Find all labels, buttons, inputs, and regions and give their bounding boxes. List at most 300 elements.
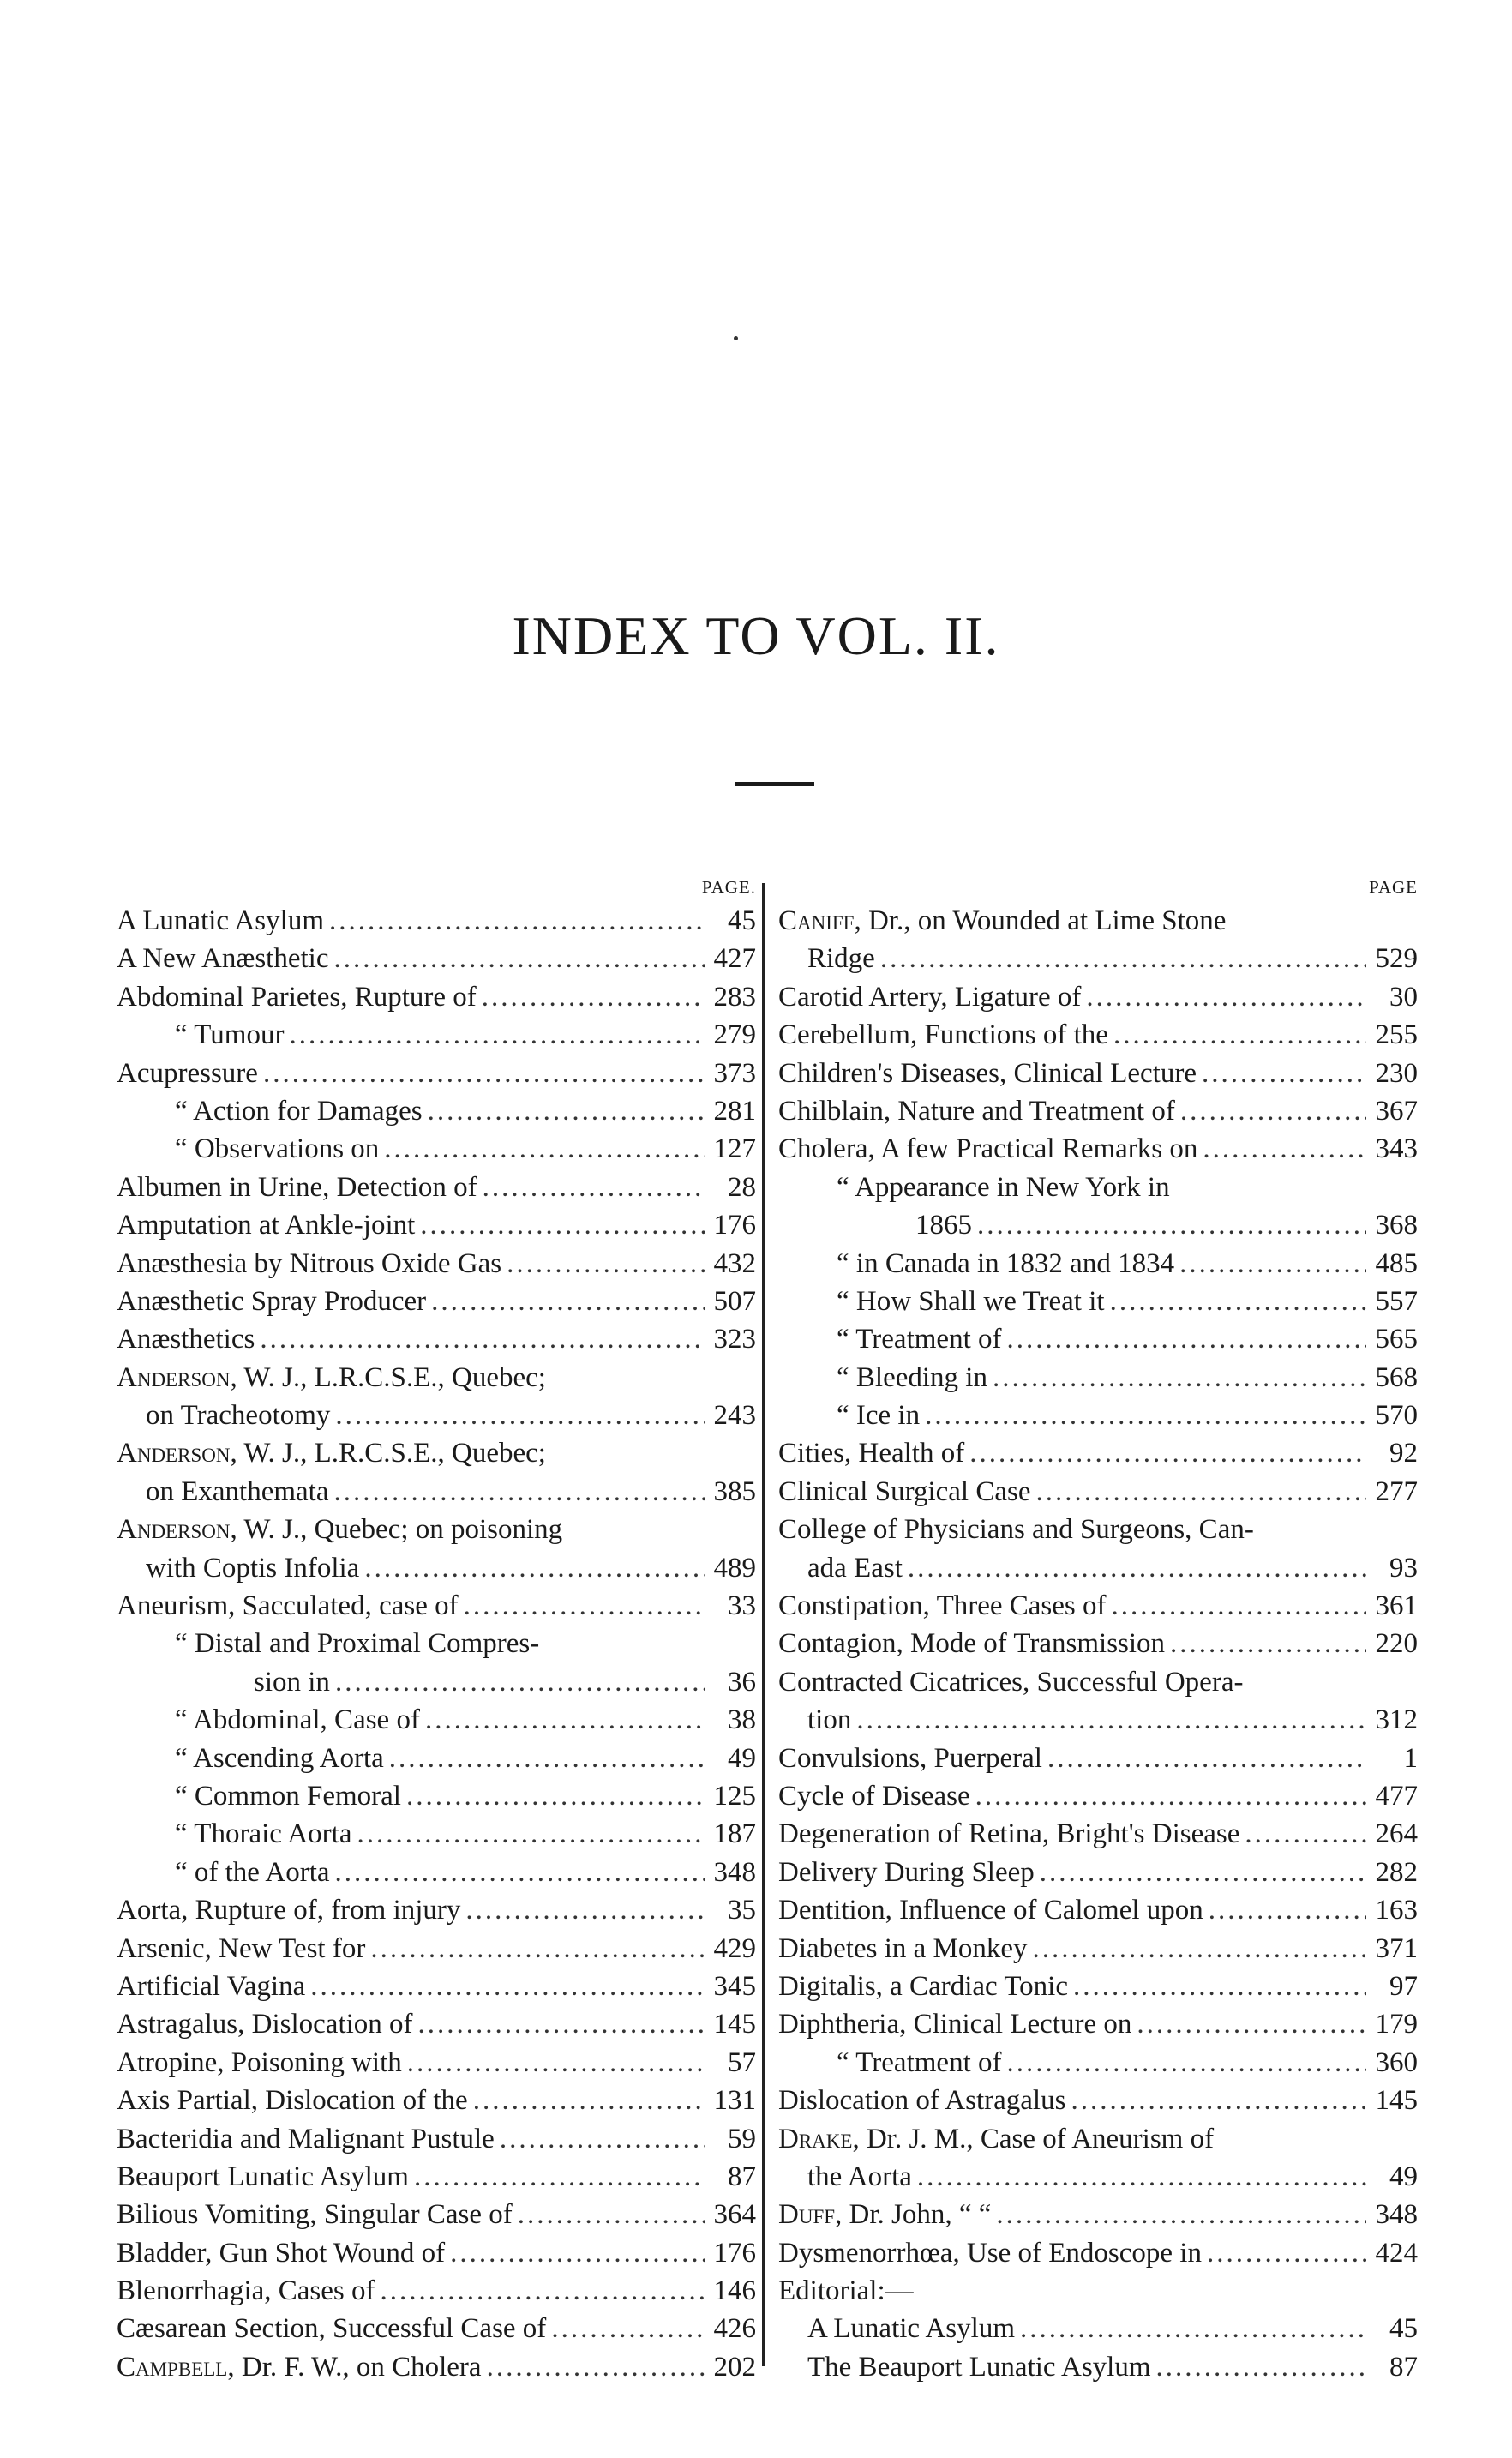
dot-leader	[993, 1359, 1366, 1397]
dot-leader	[425, 1701, 705, 1739]
index-entry	[778, 2044, 1418, 2082]
index-entry	[117, 2005, 756, 2043]
entry-text: Drake, Dr. J. M., Case of Aneurism of	[778, 2123, 1215, 2155]
dot-leader	[1209, 1891, 1366, 1929]
page-number: 557	[1375, 1285, 1418, 1317]
index-line	[778, 978, 1418, 1016]
entry-text: Convulsions, Puerperal	[778, 1742, 1042, 1774]
index-line	[778, 2044, 1418, 2082]
entry-text: “ Common Femoral	[175, 1780, 401, 1812]
page-number: 282	[1375, 1856, 1418, 1888]
index-line	[778, 1359, 1418, 1397]
index-column-right	[778, 873, 1418, 2386]
index-line	[778, 1245, 1418, 1283]
index-entry	[117, 940, 756, 977]
page-number: 477	[1375, 1780, 1418, 1812]
dot-leader	[384, 1130, 705, 1168]
dot-leader	[1086, 978, 1366, 1016]
entry-text: Degeneration of Retina, Bright's Disease	[778, 1818, 1240, 1850]
title-rule	[735, 782, 814, 786]
page-number: 373	[713, 1057, 756, 1089]
page-number: 179	[1375, 2009, 1418, 2040]
dot-leader	[335, 1854, 705, 1891]
dot-leader	[1033, 1930, 1366, 1968]
page-number: 371	[1375, 1932, 1418, 1964]
index-line	[117, 1092, 756, 1130]
index-entry	[778, 2310, 1418, 2347]
index-line	[117, 1740, 756, 1777]
entry-text: College of Physicians and Surgeons, Can-	[778, 1514, 1254, 1546]
entry-text: Anderson, W. J., Quebec; on poisoning	[117, 1514, 563, 1546]
entry-text: sion in	[254, 1666, 330, 1698]
index-entry	[117, 1359, 756, 1435]
page-number: 176	[713, 1210, 756, 1241]
entry-text: 1865	[915, 1210, 972, 1241]
index-entry	[117, 2196, 756, 2233]
entry-text: “ of the Aorta	[175, 1856, 330, 1888]
entry-text: Cæsarean Section, Successful Case of	[117, 2313, 547, 2345]
page-number: 45	[728, 905, 756, 936]
index-line	[117, 1663, 756, 1701]
page-number: 568	[1375, 1361, 1418, 1393]
index-line	[778, 902, 1418, 940]
index-line	[117, 1434, 756, 1472]
entry-text: “ Observations on	[175, 1133, 380, 1165]
dot-leader	[977, 1206, 1366, 1244]
index-line	[117, 2044, 756, 2082]
dot-leader	[335, 1663, 705, 1701]
dot-leader	[381, 2272, 705, 2310]
dot-leader	[407, 2044, 705, 2082]
page-number: 323	[713, 1324, 756, 1355]
entry-text: “ in Canada in 1832 and 1834	[837, 1247, 1175, 1279]
index-line	[778, 1815, 1418, 1853]
page-number: 49	[1389, 2161, 1418, 2192]
index-entry	[778, 1625, 1418, 1662]
dot-leader	[1073, 1968, 1366, 2005]
page-number: 565	[1375, 1324, 1418, 1355]
index-entry	[117, 2120, 756, 2158]
entry-text: Constipation, Three Cases of	[778, 1590, 1107, 1622]
entry-text: Ridge	[807, 943, 875, 975]
index-line	[778, 1663, 1418, 1701]
index-entry	[117, 2272, 756, 2310]
index-entry	[778, 2005, 1418, 2043]
dot-leader	[334, 1473, 705, 1511]
entry-text: Cholera, A few Practical Remarks on	[778, 1133, 1198, 1165]
entry-text: Acupressure	[117, 1057, 258, 1089]
index-entry	[778, 1320, 1418, 1358]
entry-text: “ How Shall we Treat it	[837, 1285, 1105, 1317]
index-entry	[778, 1854, 1418, 1891]
index-line	[778, 1740, 1418, 1777]
dot-leader	[917, 2158, 1366, 2196]
dot-leader	[333, 940, 705, 977]
entry-text: the Aorta	[807, 2161, 912, 2192]
page-number: 255	[1375, 1019, 1418, 1051]
column-divider	[762, 883, 765, 2366]
dot-leader	[414, 2158, 705, 2196]
entry-text: Contracted Cicatrices, Successful Opera-	[778, 1666, 1244, 1698]
index-line	[117, 2120, 756, 2158]
page-number: 187	[713, 1818, 756, 1850]
index-entry	[117, 1815, 756, 1853]
index-entry	[117, 1587, 756, 1625]
index-entry	[778, 2348, 1418, 2386]
page-number: 360	[1375, 2046, 1418, 2078]
page-number: 277	[1375, 1475, 1418, 1507]
index-line	[117, 1930, 756, 1968]
dot-leader	[357, 1815, 705, 1853]
dot-leader	[465, 1891, 705, 1929]
page-number: 49	[728, 1742, 756, 1774]
page-number: 145	[713, 2009, 756, 2040]
dot-leader	[289, 1016, 705, 1054]
entry-text: “ Ascending Aorta	[175, 1742, 384, 1774]
dot-leader	[364, 1549, 705, 1587]
page-number: 59	[728, 2123, 756, 2155]
page-number: 131	[713, 2085, 756, 2117]
entry-text: “ Thoraic Aorta	[175, 1818, 352, 1850]
dot-leader	[1110, 1283, 1366, 1320]
index-line	[117, 2196, 756, 2233]
index-line	[778, 1206, 1418, 1244]
index-line	[117, 2310, 756, 2347]
dot-leader	[487, 2348, 705, 2386]
page-title: INDEX TO VOL. II.	[512, 605, 1000, 666]
page-number: 33	[728, 1590, 756, 1622]
entry-text: “ Appearance in New York in	[837, 1171, 1170, 1203]
index-entry	[117, 1854, 756, 1891]
dot-leader	[406, 1777, 705, 1815]
page-number: 220	[1375, 1628, 1418, 1660]
index-line	[117, 1701, 756, 1739]
index-entry	[778, 902, 1418, 978]
page-number: 45	[1389, 2313, 1418, 2345]
index-line	[117, 1245, 756, 1283]
dot-leader	[1180, 1092, 1366, 1130]
index-entry	[117, 1055, 756, 1092]
index-entry	[778, 1245, 1418, 1283]
index-entry	[778, 1359, 1418, 1397]
index-entry	[778, 1587, 1418, 1625]
index-entry	[778, 1968, 1418, 2005]
index-entry	[778, 2082, 1418, 2119]
page-number: 35	[728, 1895, 756, 1926]
dot-leader	[1207, 2234, 1366, 2272]
dot-leader	[507, 1245, 705, 1283]
dot-leader	[473, 2082, 705, 2119]
entry-text: Axis Partial, Dislocation of the	[117, 2085, 468, 2117]
entry-text: Atropine, Poisoning with	[117, 2046, 402, 2078]
index-line	[778, 1397, 1418, 1434]
entry-text: Dislocation of Astragalus	[778, 2085, 1066, 2117]
index-entry	[778, 1930, 1418, 1968]
dot-leader	[856, 1701, 1366, 1739]
index-entry	[117, 2310, 756, 2347]
dot-leader	[880, 940, 1366, 977]
index-entry	[117, 1740, 756, 1777]
index-entry	[778, 1434, 1418, 1472]
entry-text: Anæsthetic Spray Producer	[117, 1285, 427, 1317]
entry-text: Anæsthesia by Nitrous Oxide Gas	[117, 1247, 502, 1279]
page-column-header: PAGE.	[701, 877, 756, 898]
index-entry	[778, 1473, 1418, 1511]
index-entry	[117, 1320, 756, 1358]
entry-text: Abdominal Parietes, Rupture of	[117, 981, 477, 1013]
index-line	[117, 1587, 756, 1625]
entry-text: Bilious Vomiting, Singular Case of	[117, 2199, 513, 2231]
index-entry	[778, 2120, 1418, 2197]
index-line	[778, 1930, 1418, 1968]
index-line	[117, 2158, 756, 2196]
index-entry	[117, 1701, 756, 1739]
index-line	[117, 1016, 756, 1054]
page-number: 385	[713, 1475, 756, 1507]
dot-leader	[1071, 2082, 1366, 2119]
index-entry	[778, 1055, 1418, 1092]
entry-text: Aneurism, Sacculated, case of	[117, 1590, 459, 1622]
dot-leader	[1202, 1055, 1366, 1092]
entry-text: Diabetes in a Monkey	[778, 1932, 1028, 1964]
dot-leader	[418, 2005, 705, 2043]
entry-text: on Exanthemata	[146, 1475, 329, 1507]
entry-text: Cerebellum, Functions of the	[778, 1019, 1108, 1051]
page-number: 1	[1403, 1742, 1418, 1774]
page-number: 57	[728, 2046, 756, 2078]
page-number: 163	[1375, 1895, 1418, 1926]
dot-leader	[1020, 2310, 1366, 2347]
entry-text: Bacteridia and Malignant Pustule	[117, 2123, 495, 2155]
index-entry	[117, 2348, 756, 2386]
index-line	[117, 1891, 756, 1929]
index-line	[778, 1434, 1418, 1472]
page-number: 87	[728, 2161, 756, 2192]
index-line	[778, 1549, 1418, 1587]
index-line	[117, 978, 756, 1016]
index-line	[117, 1130, 756, 1168]
page-number: 176	[713, 2237, 756, 2269]
dot-leader	[329, 902, 705, 940]
page-number: 87	[1389, 2351, 1418, 2383]
index-entry	[117, 1930, 756, 1968]
index-line	[117, 1473, 756, 1511]
dot-leader	[370, 1930, 705, 1968]
index-entry	[117, 1092, 756, 1130]
entry-text: “ Bleeding in	[837, 1361, 987, 1393]
print-speck	[734, 336, 738, 340]
entry-text: Dentition, Influence of Calomel upon	[778, 1895, 1203, 1926]
entry-text: Digitalis, a Cardiac Tonic	[778, 1970, 1068, 2002]
dot-leader	[551, 2310, 705, 2347]
page-number: 279	[713, 1019, 756, 1051]
entry-text: A Lunatic Asylum	[117, 905, 324, 936]
page-number: 343	[1375, 1133, 1418, 1165]
index-line	[778, 2120, 1418, 2158]
page-number: 368	[1375, 1210, 1418, 1241]
entry-text: “ Treatment of	[837, 1324, 1002, 1355]
index-line	[778, 1320, 1418, 1358]
entry-text: “ Tumour	[175, 1019, 285, 1051]
dot-leader	[1179, 1245, 1366, 1283]
index-entry	[117, 2082, 756, 2119]
index-line	[117, 1549, 756, 1587]
entry-text: “ Treatment of	[837, 2046, 1002, 2078]
index-line	[117, 940, 756, 977]
index-entry	[117, 1434, 756, 1511]
index-line	[778, 2348, 1418, 2386]
entry-text: “ Action for Damages	[175, 1095, 423, 1127]
page-number: 345	[713, 1970, 756, 2002]
index-entry	[117, 1016, 756, 1054]
entry-text: Carotid Artery, Ligature of	[778, 981, 1082, 1013]
index-entry	[117, 1206, 756, 1244]
page-number: 28	[728, 1171, 756, 1203]
dot-leader	[1040, 1854, 1366, 1891]
dot-leader	[310, 1968, 705, 2005]
dot-leader	[500, 2120, 705, 2158]
entry-text: Arsenic, New Test for	[117, 1932, 366, 1964]
dot-leader	[260, 1320, 705, 1358]
index-entry	[117, 2158, 756, 2196]
index-line	[117, 1625, 756, 1662]
page-number: 230	[1375, 1057, 1418, 1089]
page-number: 426	[713, 2313, 756, 2345]
index-entry	[117, 1968, 756, 2005]
entry-text: Duff, Dr. John, “ “	[778, 2199, 992, 2231]
index-line	[117, 2272, 756, 2310]
index-entry	[117, 2234, 756, 2272]
index-line	[778, 1777, 1418, 1815]
index-entry	[117, 1511, 756, 1587]
page-number: 125	[713, 1780, 756, 1812]
index-entry	[778, 1663, 1418, 1740]
index-entry	[778, 1740, 1418, 1777]
index-entry	[778, 2234, 1418, 2272]
entry-text: Astragalus, Dislocation of	[117, 2009, 413, 2040]
dot-leader	[518, 2196, 705, 2233]
entry-text: Anderson, W. J., L.R.C.S.E., Quebec;	[117, 1361, 546, 1393]
dot-leader	[464, 1587, 705, 1625]
page-number: 361	[1375, 1590, 1418, 1622]
entry-text: with Coptis Infolia	[146, 1552, 360, 1584]
entry-text: Chilblain, Nature and Treatment of	[778, 1095, 1175, 1127]
index-line	[778, 1169, 1418, 1206]
index-entry	[778, 978, 1418, 1016]
page-number: 202	[713, 2351, 756, 2383]
page-number: 485	[1375, 1247, 1418, 1279]
entry-text: Contagion, Mode of Transmission	[778, 1628, 1166, 1660]
entry-text: Delivery During Sleep	[778, 1856, 1035, 1888]
dot-leader	[482, 978, 705, 1016]
entry-text: “ Abdominal, Case of	[175, 1704, 420, 1736]
page-number: 283	[713, 981, 756, 1013]
index-line	[117, 1815, 756, 1853]
dot-leader	[1156, 2348, 1367, 2386]
index-line	[117, 1359, 756, 1397]
index-line	[778, 1968, 1418, 2005]
dot-leader	[1036, 1473, 1366, 1511]
entry-text: Amputation at Ankle-joint	[117, 1210, 416, 1241]
index-column-left	[117, 873, 756, 2386]
index-line	[778, 2272, 1418, 2310]
page-number: 348	[713, 1856, 756, 1888]
index-line	[117, 1320, 756, 1358]
entry-text: The Beauport Lunatic Asylum	[807, 2351, 1151, 2383]
page-number: 93	[1389, 1552, 1418, 1584]
entry-text: Bladder, Gun Shot Wound of	[117, 2237, 446, 2269]
page-column-header: PAGE	[1369, 877, 1418, 898]
entry-text: Aorta, Rupture of, from injury	[117, 1895, 461, 1926]
page-number: 38	[728, 1704, 756, 1736]
index-line	[117, 1169, 756, 1206]
dot-leader	[1170, 1625, 1366, 1662]
index-line	[117, 2348, 756, 2386]
index-line	[117, 2005, 756, 2043]
index-line	[778, 2234, 1418, 2272]
page-number: 367	[1375, 1095, 1418, 1127]
dot-leader	[1113, 1016, 1366, 1054]
page-number: 30	[1389, 981, 1418, 1013]
page-number: 348	[1375, 2199, 1418, 2231]
dot-leader	[450, 2234, 705, 2272]
page-number: 489	[713, 1552, 756, 1584]
index-entries	[778, 902, 1418, 2386]
index-line	[778, 1625, 1418, 1662]
index-line	[778, 1092, 1418, 1130]
index-entry	[778, 2196, 1418, 2233]
page-number: 264	[1375, 1818, 1418, 1850]
page-number: 570	[1375, 1400, 1418, 1432]
entry-text: ada East	[807, 1552, 903, 1584]
index-entry	[778, 1777, 1418, 1815]
entry-text: Cycle of Disease	[778, 1780, 970, 1812]
dot-leader	[996, 2196, 1366, 2233]
entry-text: Caniff, Dr., on Wounded at Lime Stone	[778, 905, 1227, 936]
entry-text: Blenorrhagia, Cases of	[117, 2275, 375, 2307]
index-line	[778, 2082, 1418, 2119]
page-number: 429	[713, 1932, 756, 1964]
index-entry	[117, 1283, 756, 1320]
entry-text: Artificial Vagina	[117, 1970, 306, 2002]
index-entry	[117, 1777, 756, 1815]
index-line	[778, 1587, 1418, 1625]
index-line	[778, 1854, 1418, 1891]
entry-text: on Tracheotomy	[146, 1400, 331, 1432]
index-entry	[778, 1016, 1418, 1054]
index-entry	[117, 2044, 756, 2082]
index-entry	[117, 902, 756, 940]
index-line	[778, 1016, 1418, 1054]
index-line	[778, 2196, 1418, 2233]
page-number: 364	[713, 2199, 756, 2231]
entry-text: “ Distal and Proximal Compres-	[175, 1628, 540, 1660]
index-line	[117, 902, 756, 940]
entry-text: Children's Diseases, Clinical Lecture	[778, 1057, 1197, 1089]
dot-leader	[428, 1092, 705, 1130]
index-entry	[778, 2272, 1418, 2310]
page-number: 427	[713, 943, 756, 975]
dot-leader	[431, 1283, 705, 1320]
entry-text: Beauport Lunatic Asylum	[117, 2161, 409, 2192]
index-line	[778, 1055, 1418, 1092]
entry-text: Clinical Surgical Case	[778, 1475, 1031, 1507]
page-number: 146	[713, 2275, 756, 2307]
index-line	[778, 1701, 1418, 1739]
page-number: 97	[1389, 1970, 1418, 2002]
index-entry	[778, 1815, 1418, 1853]
dot-leader	[420, 1206, 705, 1244]
